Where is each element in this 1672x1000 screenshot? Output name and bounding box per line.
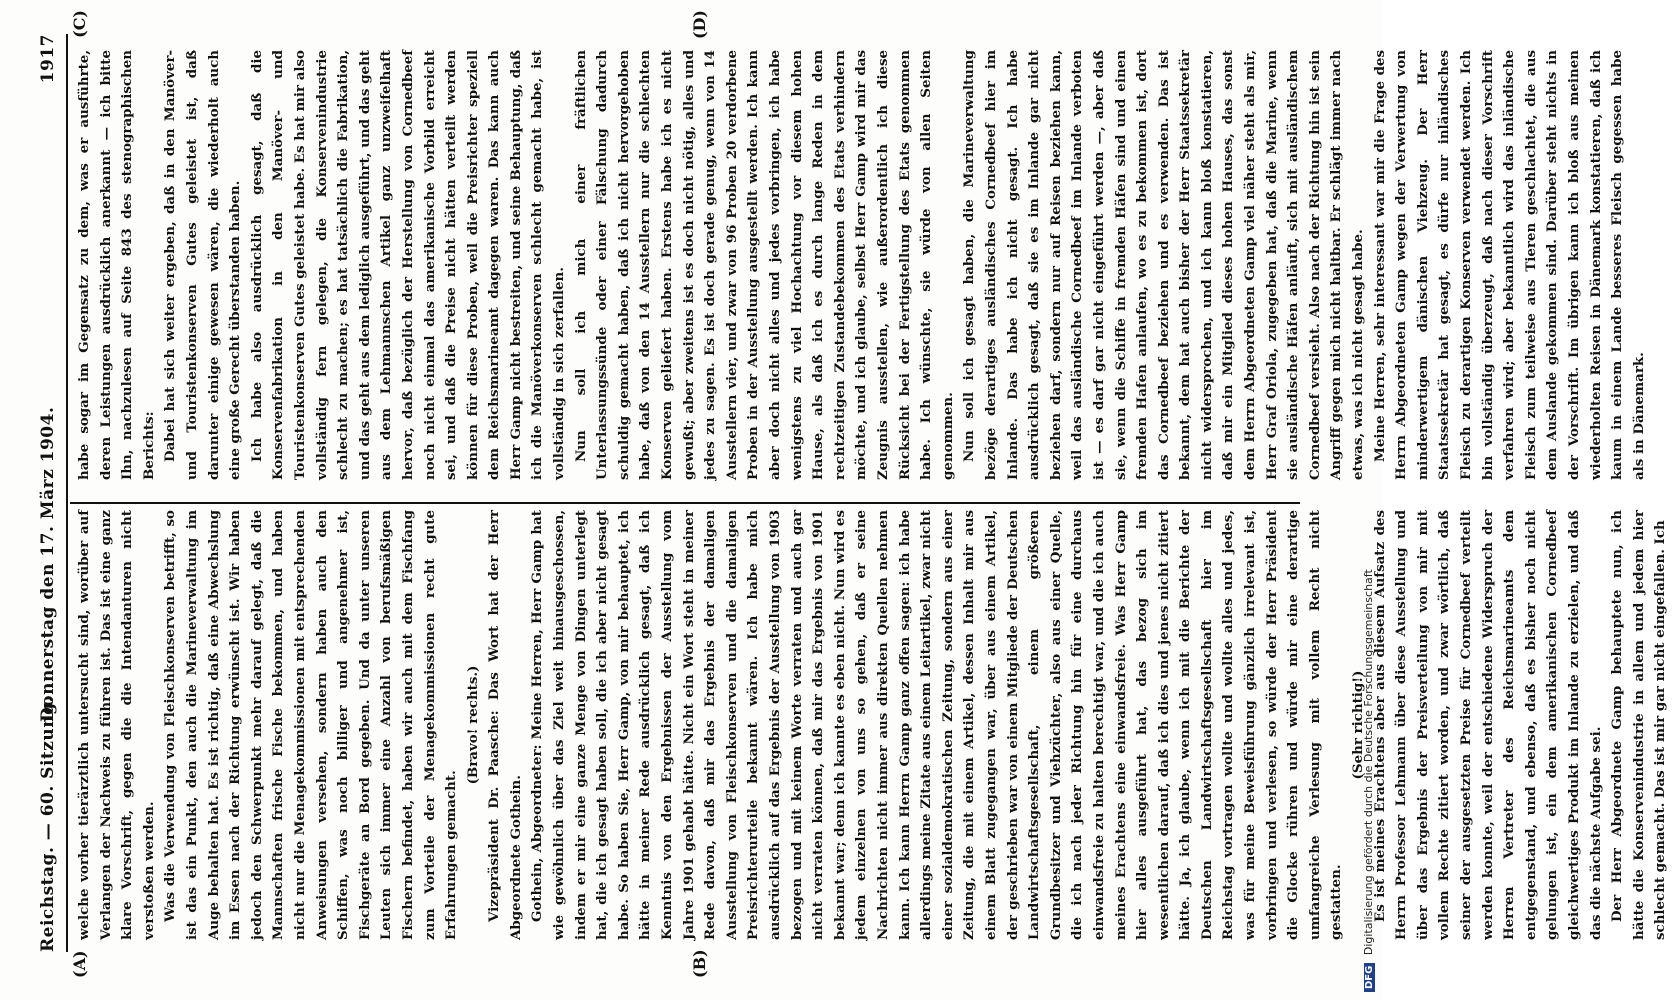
paragraph: Nun soll ich mich einer fräftlichen Unterlassungssünde oder einer Fälschung dadurch schuldig gemacht haben, daß ich nicht hervorgehoben habe, daß von den 14 Ausstellern nur die schlechten Konserven geliefert haben. Erstens habe ich es nicht gewußt; aber zweitens ist es doch nicht nötig, alles und jedes zu sagen. Es ist doch gerade genug, wenn von 14 Ausstellern vier, und zwar von 96 Proben 20 verdorbene Proben in der Ausstellung ausgestellt werden. Ich kann aber doch nicht alles und jedes vorbringen, ich habe wenigstens zu viel Hochachtung vor diesem hohen Hause, als daß ich es durch lange Reden in dem rechtzeitigen Zustandebekommen des Etats verhindern möchte, und ich glaube, selbst Herr Gamp wird mir das Zeugnis ausstellen, wie außerordentlich ich diese Rücksicht bei der Fertigstellung des Etats genommen habe. Ich wünschte, sie würde von allen Seiten genommen. [572,50,956,480]
page-header [38,34,68,952]
paragraph: Nun soll ich gesagt haben, die Marineverwaltung bezöge derartiges ausländisches Cornedbeef hier im Inlande. Das habe ich nicht gesagt. Ich habe ausdrücklich gesagt, daß sie es im Inlande gar nicht beziehen darf, sondern nur auf Reisen beziehen kann, weil das ausländische Cornedbeef im Inlande verboten ist — es darf gar nicht eingeführt werden —, aber daß sie, wenn die Schiffe in fremden Häfen sind und einen fremden Hafen anlaufen, wo es zu bekommen ist, dort das Cornedbeef beziehen und es verwenden. Das ist bekannt, dem hat auch bisher der Herr Staatssekretär nicht widersprochen, und ich kann bloß konstatieren, daß mir ein Mitglied dieses hohen Hauses, das sonst dem Herrn Abgeordneten Gamp viel näher steht als mir, Herr Graf Oriola, zugegeben hat, daß die Marine, wenn sie ausländische Häfen anläuft, sich mit ausländischem Cornedbeef versieht. Also nach der Richtung hin ist sein Angriff gegen mich nicht haltbar. Er schlägt immer nach etwas, was ich nicht gesagt habe. [961,50,1367,480]
header-page-number: 1917 [38,34,58,84]
paragraph: habe sogar im Gegensatz zu dem, was er ausführte, deren Leistungen ausdrücklich anerkannt — ich bitte Ihn, nachzulesen auf Seite 843 des stenographischen Berichts: [76,50,157,480]
paragraph: Ich habe also ausdrücklich gesagt, daß die Konservenfabrikation in den Manöver- und Touristenkonserven Gutes geleistet habe. Es hat mir also vollständig fern gelegen, die Konservenindustrie schlecht zu machen; es hat tatsächlich die Fabrikation, und das geht aus dem lediglich ausgeführt, und das geht aus dem Lehmannschen Artikel ganz unzweifelhaft hervor, daß bezüglich der Herstellung von Cornedbeef noch nicht einmal das amerikanische Vorbild erreicht sei, und daß die Preise nicht hätten verteilt werden können für diese Proben, weil die Preisrichter speziell dem Reichsmarineamt dagegen waren. Das kann auch Herr Gamp nicht bestreiten, und seine Behauptung, daß ich die Manöverkonserven schlecht gemacht habe, ist vollständig in sich zerfallen. [248,50,568,480]
margin-mark-d: (D) [690,10,709,40]
interjection: (Bravo! rechts.) [464,665,481,785]
interjection: (Sehr richtig!) [1350,670,1367,780]
margin-mark-c: (C) [70,10,89,38]
header-rule [66,34,68,952]
header-session: Reichstag. — 60. Sitzung. [38,696,58,952]
paragraph: Der Herr Abgeordnete Gamp behauptete nun, ich hätte die Konservenindustrie in allem und jedem hier schlecht gemacht. Das ist mir gar nicht eingefallen. Ich [1609,510,1669,940]
paragraph: Meine Herren, sehr interessant war mir die Frage des Herrn Abgeordneten Gamp wegen der Verwertung von minderwertigem dänischen Viehzeug. Der Herr Staatssekretär hat gesagt, es dürfe nur inländisches Fleisch zu derartigen Konserven verwendet werden. Ich bin vollständig überzeugt, daß nach dieser Vorschrift verfahren wird; aber bekanntlich wird das inländische Fleisch zum teilweise aus Tieren geschlachtet, die aus dem Auslande gekommen sind. Darüber steht nichts in der Vorschrift. Im übrigen kann ich bloß aus meinen wiederholten Reisen in Dänemark konstatieren, daß ich kaum in einem Lande besseres Fleisch gegessen habe als in Dänemark. [1371,50,1647,480]
paragraph: Es ist meines Erachtens aber aus diesem Aufsatz des Herrn Professor Lehmann über diese Ausstellung und über das Ergebnis der Preisverteilung von mir mit vollem Rechte zitiert worden, und zwar wörtlich, daß seiner der ausgesetzten Preise für Cornedbeef verteilt werden konnte, weil der entschiedene Widerspruch der Herren Vertreter des Reichsmarineamts dem entgegenstand, und ebenso, daß es bisher noch nicht gelungen ist, ein dem amerikanischen Cornedbeef gleichwertiges Produkt im Inlande zu erzielen, und daß das die nächste Aufgabe sei. [1371,510,1604,940]
margin-mark-a: (A) [70,950,89,978]
digitization-credit [1362,0,1375,1000]
header-date: Donnerstag den 17. März 1904. [38,406,58,722]
column-divider [70,502,1300,504]
dfg-logo: DFG [1364,963,1375,992]
quotation: Dabei hat sich weiter ergeben, daß in den Manöver- und Touristenkonserven Gutes geleistet ist, daß darunter einige gewesen wären, die wiederholt auch eine große Gerecht überstanden haben. [162,50,244,480]
credit-text: Digitalisierung gefördert durch die Deutsche Forschungsgemeinschaft [1362,569,1375,956]
right-text-column [74,50,1647,480]
speaker-announcement: Vizepräsident Dr. Paasche: Das Wort hat der Herr Abgeordnete Gothein. [486,510,524,940]
margin-mark-b: (B) [690,949,709,978]
paragraph: Was die Verwendung von Fleischkonserven betrifft, so ist das ein Punkt, den auch die Marineverwaltung im Auge behalten hat. Es ist richtig, daß eine Abwechslung im Essen nach der Richtung erwünscht ist. Wir haben jedoch den Schwerpunkt mehr darauf gelegt, daß die Mannschaften frische Fische bekommen, und haben nicht nur die Menagekommissionen mit entsprechenden Anweisungen versehen, sondern haben auch den Schiffen, was noch billiger und angenehmer ist, Fischgeräte an Bord gegeben. Und da unter unseren Leuten sich immer eine Anzahl von berufsmäßigen Fischern befindet, haben wir auch mit dem Fischfang zum Vorteile der Menagekommissionen recht gute Erfahrungen gemacht. [162,510,460,940]
paragraph: Gothein, Abgeordneter: Meine Herren, Herr Gamp hat wie gewöhnlich über das Ziel weit hinausgeschossen, indem er mir eine ganze Menge von Dingen unterlegt hat, die ich gesagt haben soll, die ich aber nicht gesagt habe. So haben Sie, Herr Gamp, von mir behauptet, ich hätte in meiner Rede ausdrücklich gesagt, daß ich Kenntnis von den Ergebnissen der Ausstellung vom Jahre 1901 gehabt hätte. Nicht ein Wort steht in meiner Rede davon, daß mir das Ergebnis der damaligen Ausstellung von Fleischkonserven und die damaligen Preisrichterurteile bekannt wären. Ich habe mich ausdrücklich auf das Ergebnis der Ausstellung von 1903 bezogen und mit keinem Worte verraten und auch gar nicht verraten können, daß mir das Ergebnis von 1901 bekannt war; denn ich kannte es eben nicht. Nun wird es jedem einzelnen von uns so gehen, daß er seine Nachrichten nicht immer aus direkten Quellen nehmen kann. Ich kann Herrn Gamp ganz offen sagen: ich habe allerdings meine Zitate aus einem Leitartikel, zwar nicht einer sozialdemokratischen Zeitung, sondern aus einer Zeitung, die mit einem Artikel, dessen Inhalt mir aus einem Blatt zugegangen war, über aus einem Artikel, der geschrieben war von einem Mitgliede der Deutschen Landwirtschaftsgesellschaft, einem größeren Grundbesitzer und Viehzüchter, also aus einer Quelle, die ich nach jeder Richtung hin für eine durchaus einwandsfreie zu halten berechtigt war, und die ich auch meines Erachtens eine einwandsfreie. Was Herr Gamp hier alles ausgeführt hat, das bezog sich im wesentlichen darauf, daß ich dies und jenes nicht zitiert hätte. Ja, ich glaube, wenn ich mit die Berichte der Deutschen Landwirtschaftsgesellschaft hier im Reichstag vortragen wollte und wollte alles und jedes, was für meine Beweisführung gänzlich irrelevant ist, vorbringen und verlesen, so würde der Herr Präsident die Glocke rühren und würde mir eine derartige umfangreiche Verlesung mit vollem Recht nicht gestatten. [529,510,1345,940]
paragraph: welche vorher tierärztlich untersucht sind, worüber auf Verlangen der Nachweis zu führen ist. Das ist eine ganz klare Vorschrift, gegen die die Intendanturen nicht verstoßen werden. [76,510,157,940]
